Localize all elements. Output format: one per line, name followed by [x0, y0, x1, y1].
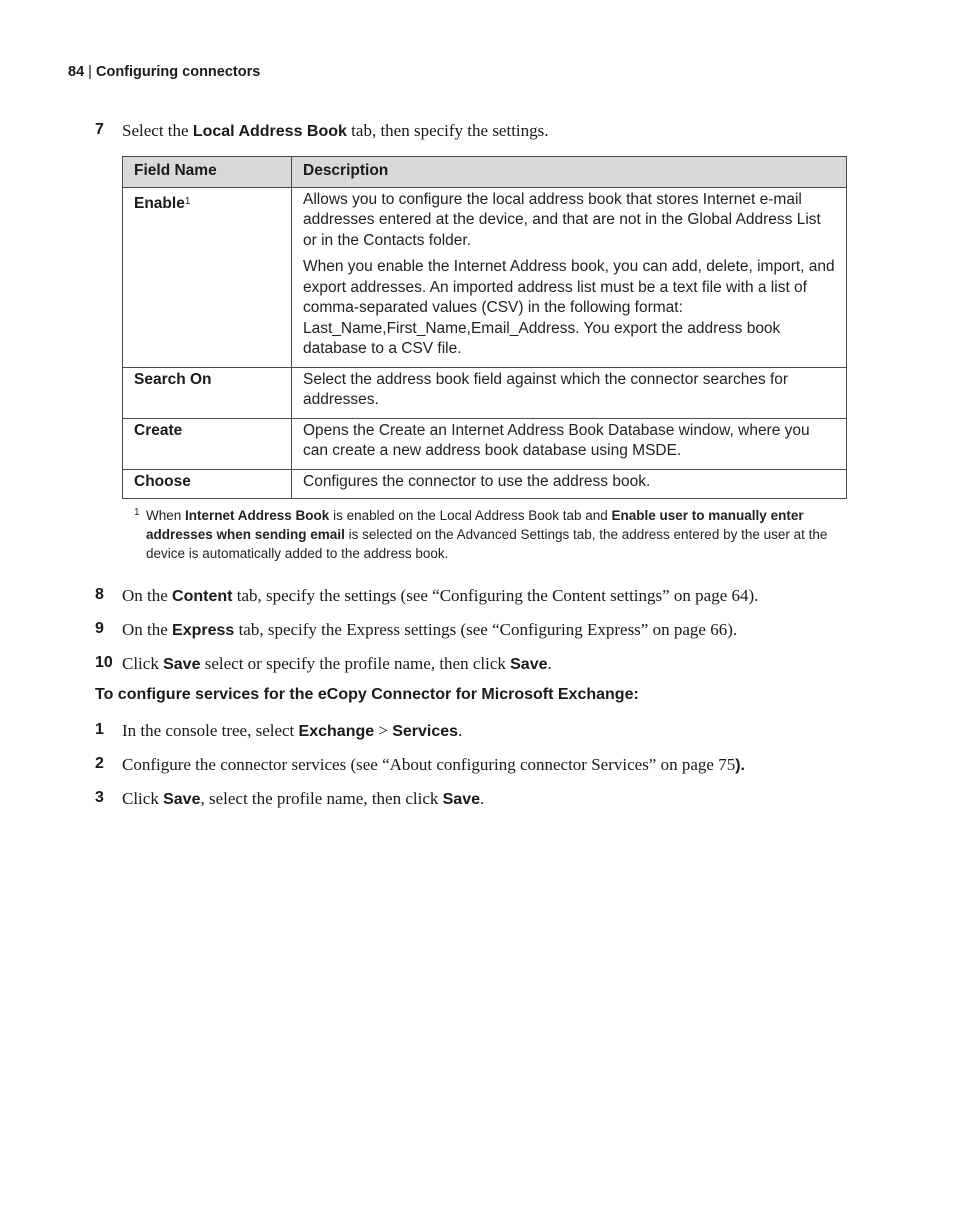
step-number: 10 [95, 654, 113, 671]
header-separator: | [88, 64, 92, 80]
step-number: 1 [95, 721, 104, 738]
step-text [122, 620, 737, 640]
ui-term: Save [163, 791, 201, 808]
field-name-cell: Create [123, 418, 292, 469]
text-run: Click [122, 789, 164, 808]
ui-term: ). [735, 757, 745, 774]
description-cell [292, 418, 847, 469]
text-run: tab, specify the settings (see “Configuring the Content settings” on page 64). [232, 586, 759, 605]
footnote-mark: 1 [134, 507, 140, 518]
description-paragraph: Configures the connector to use the address book. [303, 472, 651, 490]
text-run: is selected on the Advanced Settings tab, the address entered by the user at the device is automatically added to the address book. [146, 527, 828, 561]
ui-term: Internet Address Book [185, 508, 330, 523]
settings-table [122, 156, 847, 499]
column-header: Field Name [123, 157, 292, 188]
procedure-heading: To configure services for the eCopy Connector for Microsoft Exchange: [95, 686, 639, 703]
text-run: . [480, 789, 485, 808]
ui-term: Save [510, 656, 548, 673]
text-run: . [547, 654, 552, 673]
description-paragraph: Allows you to configure the local address book that stores Internet e-mail addresses entered at the device, and that are not in the Global Address List or in the Contacts folder. [303, 190, 821, 249]
step-text [122, 755, 745, 775]
text-run: On the [122, 620, 173, 639]
ui-term: Express [172, 622, 235, 639]
table-row [123, 187, 847, 367]
ui-term: Services [392, 723, 459, 740]
step-number: 9 [95, 620, 104, 637]
field-name-cell: Search On [123, 367, 292, 418]
step-text [122, 586, 758, 606]
ui-term: Enable user to manually enter addresses when sending email [146, 508, 804, 542]
description-cell [292, 367, 847, 418]
footnote-text [146, 506, 846, 563]
footnote-ref: 1 [184, 195, 191, 207]
step-text [122, 721, 462, 741]
text-run: In the console tree, select [122, 721, 299, 740]
text-run: select or specify the profile name, then click [200, 654, 511, 673]
description-paragraph: Select the address book field against which the connector searches for addresses. [303, 370, 789, 408]
page-number: 84 [68, 64, 85, 80]
step-number: 2 [95, 755, 104, 772]
step-number: 3 [95, 789, 104, 806]
description-paragraph: Opens the Create an Internet Address Book Database window, where you can create a new address book database using MSDE. [303, 421, 810, 459]
table-footnote [134, 506, 846, 563]
table-header-row [123, 157, 847, 188]
step-text [122, 789, 484, 809]
text-run: . [458, 721, 463, 740]
text-run: When [146, 508, 186, 523]
column-header: Description [292, 157, 847, 188]
table-row [123, 469, 847, 499]
step-number: 7 [95, 121, 104, 138]
text-run: On the [122, 586, 173, 605]
description-paragraph: When you enable the Internet Address book, you can add, delete, import, and export addresses. An imported address list must be a text file with a list of comma-separated values (CSV) in the following format: Last_Name,First_Name,Email_Address. You export the address book database to a CSV file. [303, 258, 835, 357]
text-run: tab, then specify the settings. [346, 121, 549, 140]
text-run: > [374, 721, 393, 740]
step-text [122, 121, 549, 141]
field-name-cell [123, 187, 292, 367]
description-cell [292, 187, 847, 367]
description-cell [292, 469, 847, 499]
text-run: tab, specify the Express settings (see “Configuring Express” on page 66). [234, 620, 738, 639]
running-header [68, 64, 260, 80]
ui-term: Save [442, 791, 480, 808]
ui-term: Exchange [298, 723, 375, 740]
text-run: is enabled on the Local Address Book tab and [329, 508, 612, 523]
field-name: Enable [134, 194, 185, 212]
text-run: Configure the connector services (see “About configuring connector Services” on page 75 [122, 755, 736, 774]
ui-term: Save [163, 656, 201, 673]
text-run: Select the [122, 121, 193, 140]
text-run: , select the profile name, then click [200, 789, 443, 808]
text-run: Click [122, 654, 164, 673]
table-row [123, 367, 847, 418]
section-title: Configuring connectors [95, 64, 261, 80]
ui-term: Content [172, 588, 233, 605]
step-number: 8 [95, 586, 104, 603]
table-row [123, 418, 847, 469]
step-text [122, 654, 552, 674]
field-name-cell: Choose [123, 469, 292, 499]
ui-term: Local Address Book [192, 123, 347, 140]
